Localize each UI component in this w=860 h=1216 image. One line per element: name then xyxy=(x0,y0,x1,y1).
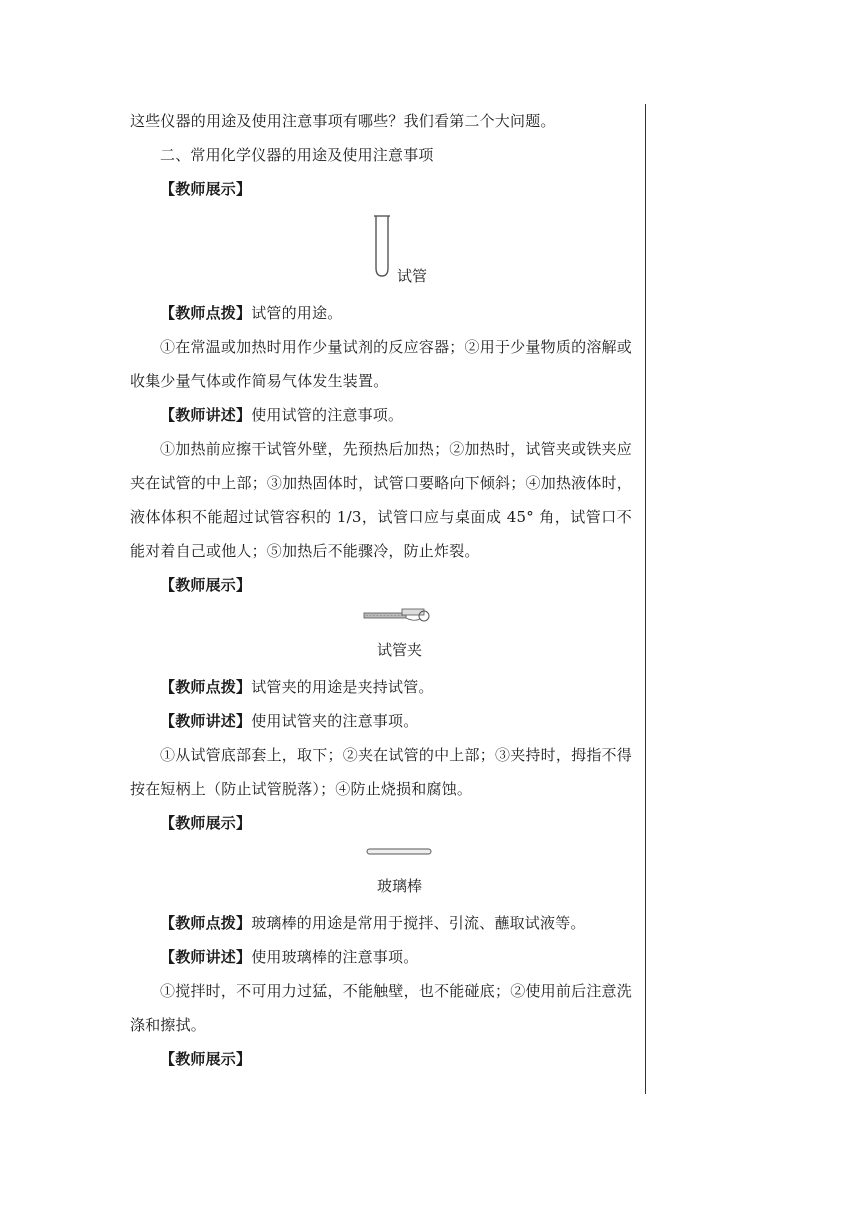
test-tube-figure xyxy=(368,214,398,280)
tip-test-tube-use xyxy=(160,296,632,330)
tip-tag: 【教师点拨】 xyxy=(160,914,252,932)
teacher-show-label: 【教师展示】 xyxy=(160,1050,252,1068)
tip-clamp-use xyxy=(160,670,632,704)
tip-text: 试管夹的用途是夹持试管。 xyxy=(251,678,434,696)
test-tube-clamp-figure xyxy=(362,604,434,626)
talk-text: 使用试管的注意事项。 xyxy=(251,406,404,424)
tip-text: 试管的用途。 xyxy=(251,304,343,322)
talk-text: 使用试管夹的注意事项。 xyxy=(251,712,419,730)
talk-text: 使用玻璃棒的注意事项。 xyxy=(251,948,419,966)
talk-clamp-notes xyxy=(160,704,632,738)
tip-text: 玻璃棒的用途是常用于搅拌、引流、蘸取试液等。 xyxy=(251,914,586,932)
teacher-show-label: 【教师展示】 xyxy=(160,576,252,594)
column-divider xyxy=(645,104,646,1094)
glass-rod-figure xyxy=(366,847,432,857)
talk-tag: 【教师讲述】 xyxy=(160,948,252,966)
section-heading: 二、常用化学仪器的用途及使用注意事项 xyxy=(160,146,434,164)
test-tube-notes-paragraph: ①加热前应擦干试管外壁，先预热后加热；②加热时，试管夹或铁夹应夹在试管的中上部；③加热固体时，试管口要略向下倾斜；④加热液体时，液体体积不能超过试管容积的 1/3，试管口应与桌面成 45° 角，试管口不能对着自己或他人；⑤加热后不能骤冷，防止炸裂。 xyxy=(130,440,632,560)
test-tube-clamp-caption: 试管夹 xyxy=(377,641,423,659)
test-tube-caption: 试管 xyxy=(397,267,428,285)
clamp-notes-paragraph: ①从试管底部套上，取下；②夹在试管的中上部；③夹持时，拇指不得按在短柄上（防止试管脱落）；④防止烧损和腐蚀。 xyxy=(130,746,632,798)
tip-tag: 【教师点拨】 xyxy=(160,304,252,322)
rod-notes-paragraph: ①搅拌时，不可用力过猛，不能触壁，也不能碰底；②使用前后注意洗涤和擦拭。 xyxy=(130,982,632,1034)
talk-test-tube-notes xyxy=(160,398,632,432)
talk-tag: 【教师讲述】 xyxy=(160,406,252,424)
talk-tag: 【教师讲述】 xyxy=(160,712,252,730)
teacher-show-label: 【教师展示】 xyxy=(160,180,252,198)
tip-tag: 【教师点拨】 xyxy=(160,678,252,696)
glass-rod-caption: 玻璃棒 xyxy=(377,877,423,895)
test-tube-use-paragraph: ①在常温或加热时用作少量试剂的反应容器；②用于少量物质的溶解或收集少量气体或作简易气体发生装置。 xyxy=(130,338,632,390)
intro-paragraph: 这些仪器的用途及使用注意事项有哪些？我们看第二个大问题。 xyxy=(130,112,556,130)
tip-rod-use xyxy=(160,906,632,940)
talk-rod-notes xyxy=(160,940,632,974)
teacher-show-label: 【教师展示】 xyxy=(160,814,252,832)
